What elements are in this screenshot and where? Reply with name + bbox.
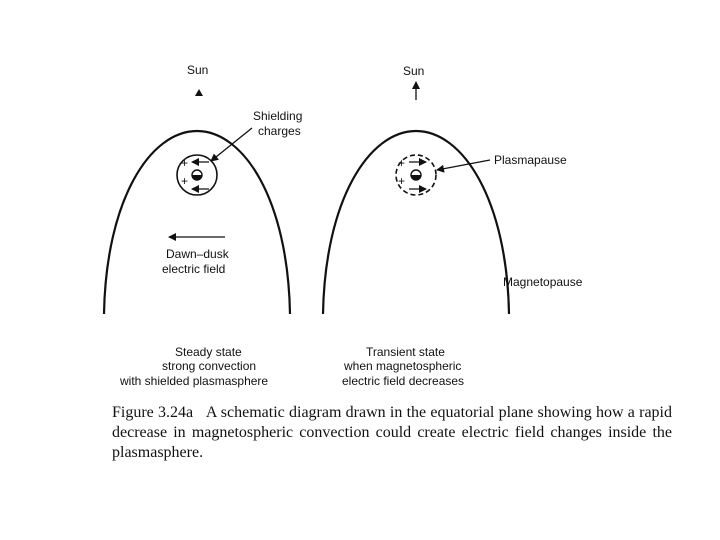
- magnetopause-curve-left: [104, 131, 290, 314]
- plasmapause-label: Plasmapause: [494, 153, 567, 167]
- figure-caption: [112, 403, 672, 463]
- dawn-dusk-label: electric field: [162, 262, 226, 276]
- plus-charge: +: [181, 156, 189, 170]
- sun-arrow-left: [195, 89, 203, 96]
- plasmapause-pointer-arrow: [437, 160, 490, 170]
- left-panel-title: Steady state: [175, 345, 242, 359]
- shielding-charges-label: Shielding: [253, 109, 303, 123]
- left-panel-subtitle: with shielded plasmasphere: [120, 374, 269, 388]
- plus-charge: +: [181, 174, 189, 188]
- sun-label-right: Sun: [403, 64, 425, 78]
- figure-number: Figure 3.24a: [112, 404, 194, 421]
- left-panel-subtitle: strong convection: [162, 359, 257, 373]
- shielding-charges-label: charges: [258, 124, 301, 138]
- magnetopause-label: Magnetopause: [503, 275, 583, 289]
- sun-label-left: Sun: [187, 63, 209, 77]
- dawn-dusk-label: Dawn–dusk: [166, 247, 229, 261]
- caption-text: A schematic diagram drawn in the equatorial plane showing how a rapid decrease in magnetospheric convection could create electric field changes inside the plasmasphere.: [112, 404, 673, 461]
- right-panel-title: Transient state: [366, 345, 445, 359]
- right-panel-subtitle: electric field decreases: [342, 374, 465, 388]
- right-panel-subtitle: when magnetospheric: [344, 359, 462, 373]
- shielding-pointer-arrow: [211, 128, 252, 161]
- magnetopause-curve-right: [323, 131, 509, 314]
- plus-charge: +: [398, 174, 406, 188]
- plus-charge: +: [398, 156, 406, 170]
